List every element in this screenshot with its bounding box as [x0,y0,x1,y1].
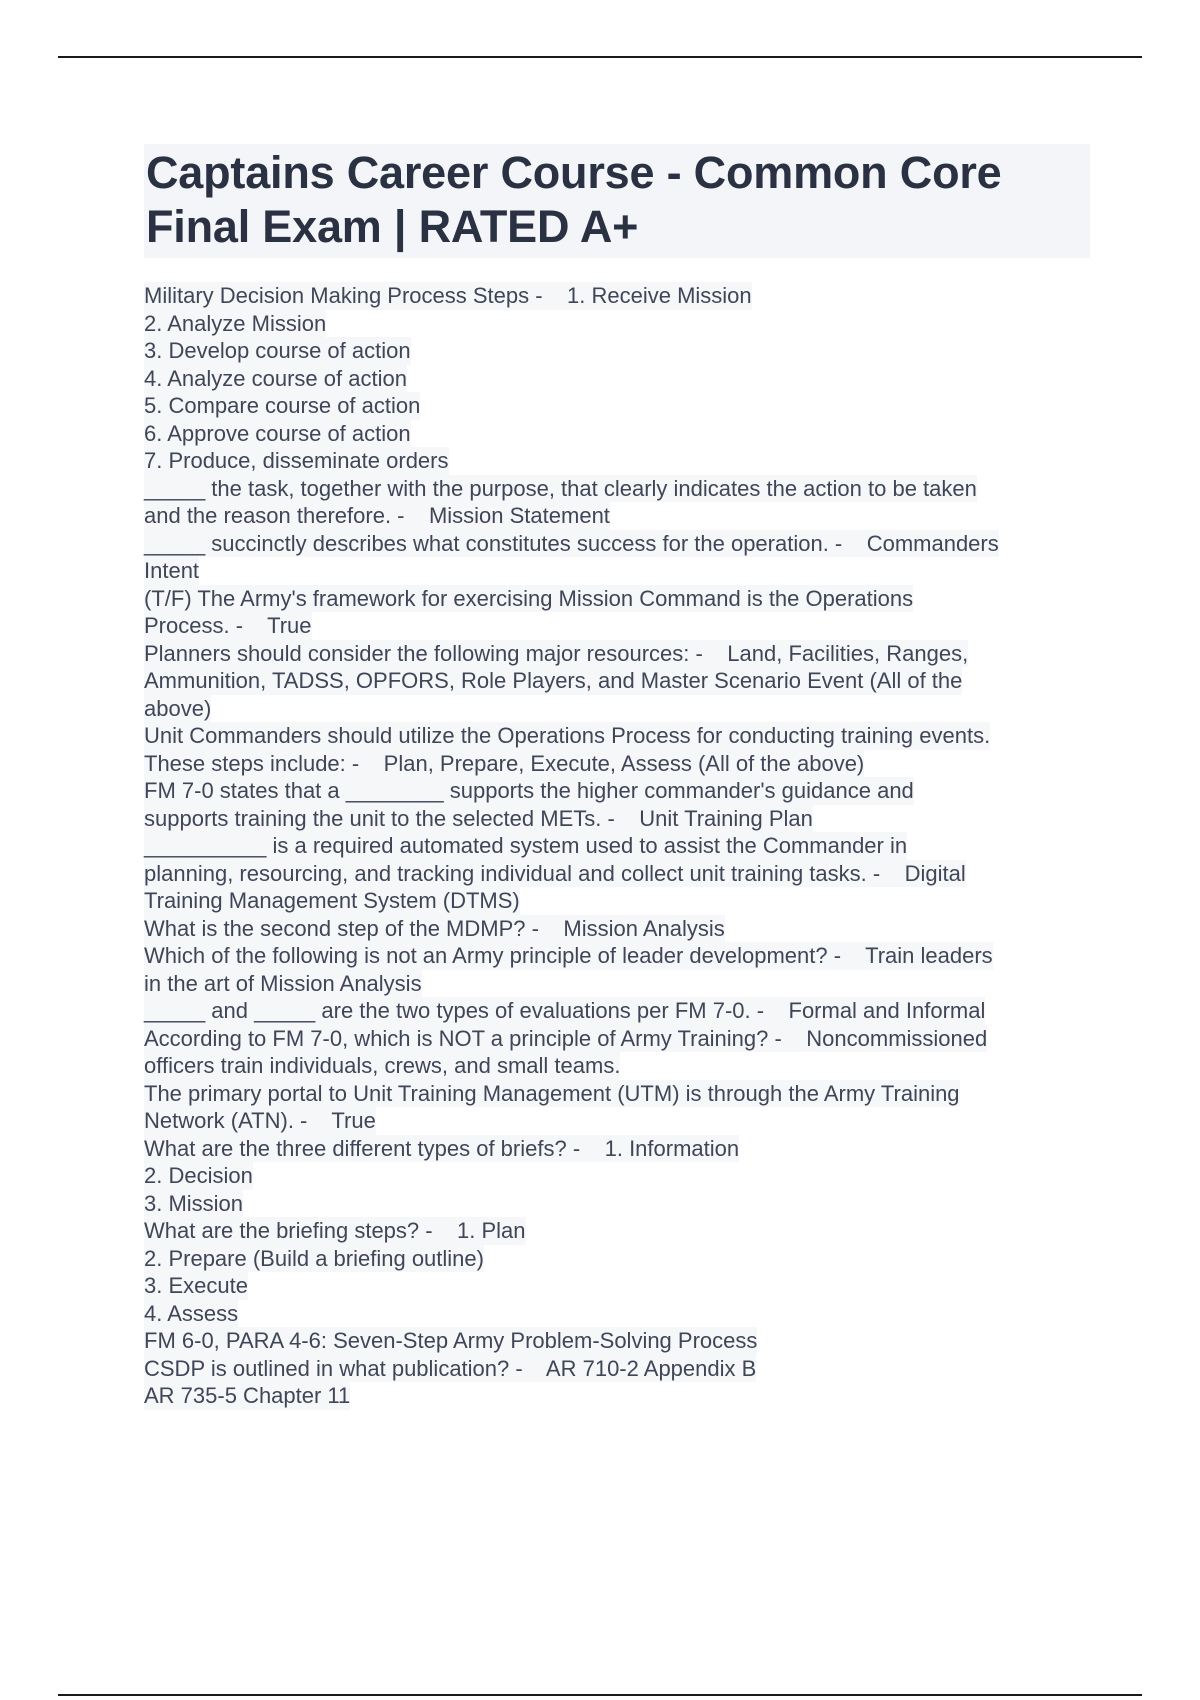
body-line: in the art of Mission Analysis [144,970,422,996]
body-line: What are the three different types of briefs? - 1. Information [144,1135,740,1161]
body-line: 4. Assess [144,1300,239,1326]
body-line: supports training the unit to the selected METs. - Unit Training Plan [144,805,813,831]
body-line: and the reason therefore. - Mission Statement [144,503,610,528]
title-line-2: Final Exam | RATED A+ [146,201,639,252]
body-line: 2. Decision [144,1163,253,1188]
body-line: Process. - True [144,613,312,638]
body-line: 4. Analyze course of action [144,365,407,391]
body-line: Network (ATN). - True [144,1108,376,1133]
body-line: 2. Prepare (Build a briefing outline) [144,1245,484,1271]
title-block [144,144,1090,258]
body-line: Planners should consider the following major resources: - Land, Facilities, Ranges, [144,640,969,666]
body-line: 3. Develop course of action [144,338,411,363]
title-line-1: Captains Career Course - Common Core [146,147,1002,198]
bottom-rule [58,1694,1142,1696]
body-line: 5. Compare course of action [144,393,421,418]
body-line: The primary portal to Unit Training Management (UTM) is through the Army Training [144,1080,960,1106]
body-line: CSDP is outlined in what publication? - AR 710-2 Appendix B [144,1355,757,1381]
body-line: According to FM 7-0, which is NOT a principle of Army Training? - Noncommissioned [144,1025,988,1051]
body-line: Which of the following is not an Army principle of leader development? - Train leaders [144,943,993,968]
body-line: planning, resourcing, and tracking individual and collect unit training tasks. - Digital [144,860,966,886]
document-body [144,282,1090,1410]
body-line: AR 735-5 Chapter 11 [144,1383,351,1408]
body-line: Training Management System (DTMS) [144,888,520,913]
body-line: What are the briefing steps? - 1. Plan [144,1218,526,1243]
document-content [144,144,1090,1410]
body-line: _____ succinctly describes what constitutes success for the operation. - Commanders [144,530,999,556]
body-line: Military Decision Making Process Steps - 1. Receive Mission [144,283,752,308]
body-line: These steps include: - Plan, Prepare, Execute, Assess (All of the above) [144,750,865,776]
body-line: 7. Produce, disseminate orders [144,448,449,473]
top-rule [58,56,1142,58]
body-line: FM 6-0, PARA 4-6: Seven-Step Army Problem-Solving Process [144,1328,758,1353]
body-line: (T/F) The Army's framework for exercising Mission Command is the Operations [144,585,914,611]
body-line: 3. Mission [144,1190,244,1216]
body-line: officers train individuals, crews, and small teams. [144,1053,621,1078]
body-line: 6. Approve course of action [144,420,411,446]
body-line: What is the second step of the MDMP? - Mission Analysis [144,915,725,941]
body-line: _____ the task, together with the purpose, that clearly indicates the action to be taken [144,475,977,501]
body-line: 3. Execute [144,1273,248,1298]
body-line: Intent [144,558,200,583]
body-line: 2. Analyze Mission [144,310,327,336]
body-line: _____ and _____ are the two types of evaluations per FM 7-0. - Formal and Informal [144,998,986,1023]
document-title [146,146,1088,254]
body-line: __________ is a required automated system used to assist the Commander in [144,833,908,858]
body-line: Unit Commanders should utilize the Operations Process for conducting training events. [144,723,991,748]
body-line: Ammunition, TADSS, OPFORS, Role Players, and Master Scenario Event (All of the [144,668,963,693]
body-line: above) [144,695,212,721]
body-line: FM 7-0 states that a ________ supports the higher commander's guidance and [144,778,914,803]
